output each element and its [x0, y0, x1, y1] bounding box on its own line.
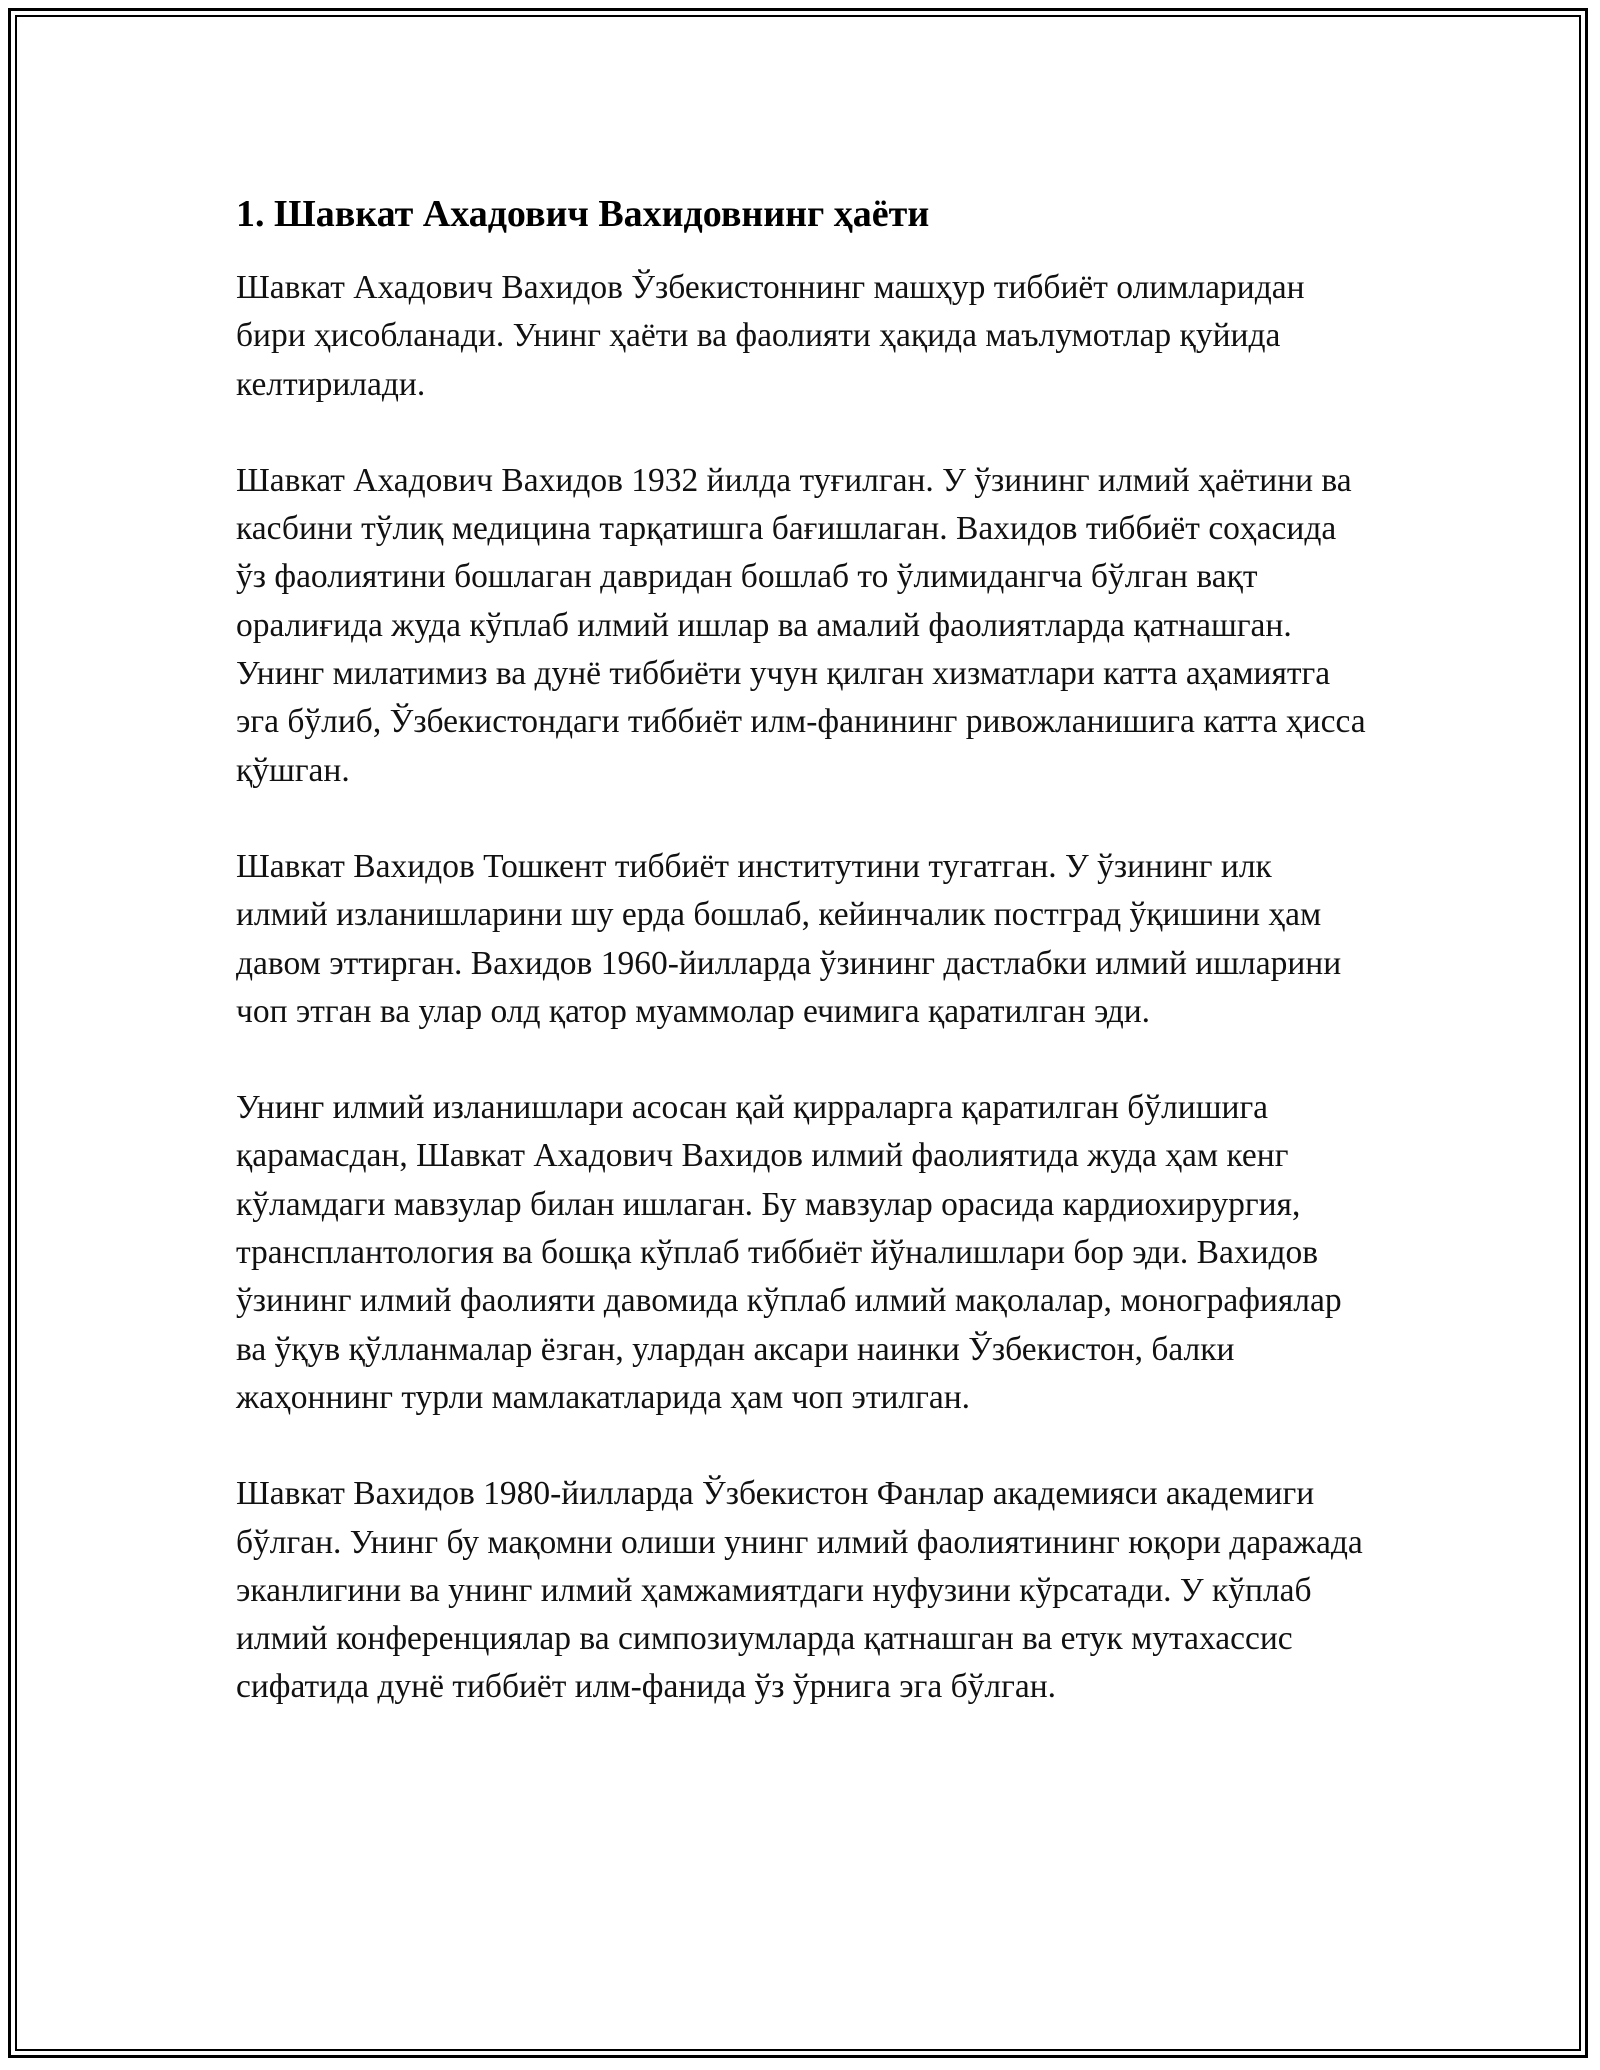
paragraph-academy: Шавкат Вахидов 1980-йилларда Ўзбекистон Фанлар академияси академиги бўлган. Унинг бу мақомни олиши унинг илмий фаолиятининг юқори даражада эканлигини ва унинг илмий ҳамжамиятдаги нуфузини кўрсатади. У кўплаб илмий конференциялар ва симпозиумларда қатнашган ва етук мутахассис сифатида дунё тиббиёт илм-фанида ўз ўрнига эга бўлган. — [236, 1475, 1363, 1706]
paragraph-birth-career: Шавкат Ахадович Вахидов 1932 йилда туғилган. У ўзининг илмий ҳаётини ва касбини тўлиқ медицина тарқатишга бағишлаган. Вахидов тиббиёт соҳасида ўз фаолиятини бошлаган давридан бошлаб то ўлимидангча бўлган вақт оралиғида жуда кўплаб илмий ишлар ва амалий фаолиятларда қатнашган. Унинг милатимиз ва дунё тиббиёти учун қилган хизматлари катта аҳамиятга эга бўлиб, Ўзбекистондаги тиббиёт илм-фанининг ривожланишига катта ҳисса қўшган. — [236, 461, 1366, 789]
paragraph-education: Шавкат Вахидов Тошкент тиббиёт институтини тугатган. У ўзининг илк илмий изланишларини шу ерда бошлаб, кейинчалик постград ўқишини ҳам давом эттирган. Вахидов 1960-йилларда ўзининг дастлабки илмий ишларини чоп этган ва улар олд қатор муаммолар ечимига қаратилган эди. — [236, 847, 1342, 1030]
paragraph-research: Унинг илмий изланишлари асосан қай қирраларга қаратилган бўлишига қарамасдан, Шавкат Ахадович Вахидов илмий фаолиятида жуда ҳам кенг кўламдаги мавзулар билан ишлаган. Бу мавзулар орасида кардиохирургия, трансплантология ва бошқа кўплаб тиббиёт йўналишлари бор эди. Вахидов ўзининг илмий фаолияти давомида кўплаб илмий мақолалар, монографиялар ва ўқув қўлланмалар ёзган, улардан аксари наинки Ўзбекистон, балки жаҳоннинг турли мамлакатларида ҳам чоп этилган. — [236, 1089, 1342, 1416]
section-heading: 1. Шавкат Ахадович Вахидовнинг ҳаёти — [236, 193, 930, 235]
paragraph-intro: Шавкат Ахадович Вахидов Ўзбекистоннинг машҳур тиббиёт олимларидан бири ҳисобланади. Унинг ҳаёти ва фаолияти ҳақида маълумотлар қуйида келтирилади. — [236, 269, 1305, 403]
document-body — [236, 186, 1366, 1760]
